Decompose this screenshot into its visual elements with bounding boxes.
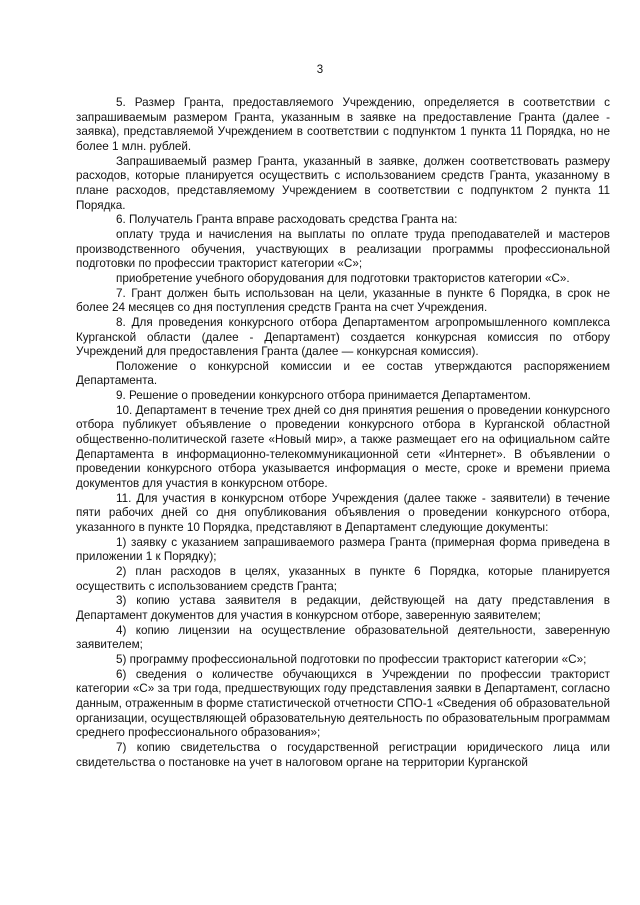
paragraph: 3) копию устава заявителя в редакции, действующей на дату представления в Департамент документов для участия в конкурсном отборе, заверенную заявителем; xyxy=(76,594,610,622)
paragraph: 11. Для участия в конкурсном отборе Учреждения (далее также - заявители) в течение пяти рабочих дней со дня опубликования объявления о проведении конкурсного отбора, указанного в пункте 10 Порядка, представляют в Департамент следующие документы: xyxy=(76,491,610,535)
paragraph: оплату труда и начисления на выплаты по оплате труда преподавателей и мастеров производственного обучения, участвующих в реализации программы профессиональной подготовки по профессии тракторист категории «С»; xyxy=(76,227,610,271)
paragraph: Положение о конкурсной комиссии и ее состав утверждаются распоряжением Департамента. xyxy=(76,359,610,388)
paragraph: 5) программу профессиональной подготовки по профессии тракторист категории «С»; xyxy=(116,652,587,666)
paragraph: 7. Грант должен быть использован на цели, указанные в пункте 6 Порядка, в срок не более 24 месяцев со дня поступления средств Гранта на счет Учреждения. xyxy=(76,286,610,315)
paragraph: 7) копию свидетельства о государственной регистрации юридического лица или свидетельства о постановке на учет в налоговом органе на территории Курганской xyxy=(76,740,610,769)
page-number: 3 xyxy=(316,64,324,76)
paragraph: 4) копию лицензии на осуществление образовательной деятельности, заверенную заявителем; xyxy=(76,623,610,652)
paragraph: 6) сведения о количестве обучающихся в Учреждении по профессии тракторист категории «С» за три года, предшествующих году представления заявки в Департамент, согласно данным, отраженным в форме статистической отчетности СПО-1 «Сведения об образовательной организации, осуществляющей образовательную деятельность по образовательным программам среднего профессионального образования»; xyxy=(76,667,610,740)
paragraph: приобретение учебного оборудования для подготовки трактористов категории «С». xyxy=(116,271,570,285)
paragraph: 2) план расходов в целях, указанных в пункте 6 Порядка, которые планируется осуществить с использованием средств Гранта; xyxy=(76,565,610,593)
paragraph: 5. Размер Гранта, предоставляемого Учреждению, определяется в соответствии с запрашиваемым размером Гранта, указанным в заявке на предоставление Гранта (далее - заявка), представляемой Учреждением в соответствии с подпунктом 1 пункта 11 Порядка, но не более 1 млн. рублей. xyxy=(76,96,610,153)
paragraph: 9. Решение о проведении конкурсного отбора принимается Департаментом. xyxy=(116,389,531,403)
paragraph: 10. Департамент в течение трех дней со дня принятия решения о проведении конкурсного отбора публикует объявление о проведении конкурсного отбора в Курганской областной общественно-политической газете «Новый мир», а также размещает его на официальном сайте Департамента в информационно-телекоммуникационной сети «Интернет». В объявлении о проведении конкурсного отбора указывается информация о месте, сроке и времени приема документов для участия в конкурсном отборе. xyxy=(76,403,610,491)
paragraph: 6. Получатель Гранта вправе расходовать средства Гранта на: xyxy=(116,213,458,227)
document-body xyxy=(76,96,610,770)
paragraph: 1) заявку с указанием запрашиваемого размера Гранта (примерная форма приведена в приложении 1 к Порядку); xyxy=(76,535,610,564)
paragraph: Запрашиваемый размер Гранта, указанный в заявке, должен соответствовать размеру расходов, которые планируется осуществить с использованием средств Гранта, указанному в плане расходов, представляемому Учреждением в соответствии с подпунктом 2 пункта 11 Порядка. xyxy=(76,154,610,212)
paragraph: 8. Для проведения конкурсного отбора Департаментом агропромышленного комплекса Курганской области (далее - Департамент) создается конкурсная комиссия по отбору Учреждений для предоставления Гранта (далее — конкурсная комиссия). xyxy=(76,315,610,359)
